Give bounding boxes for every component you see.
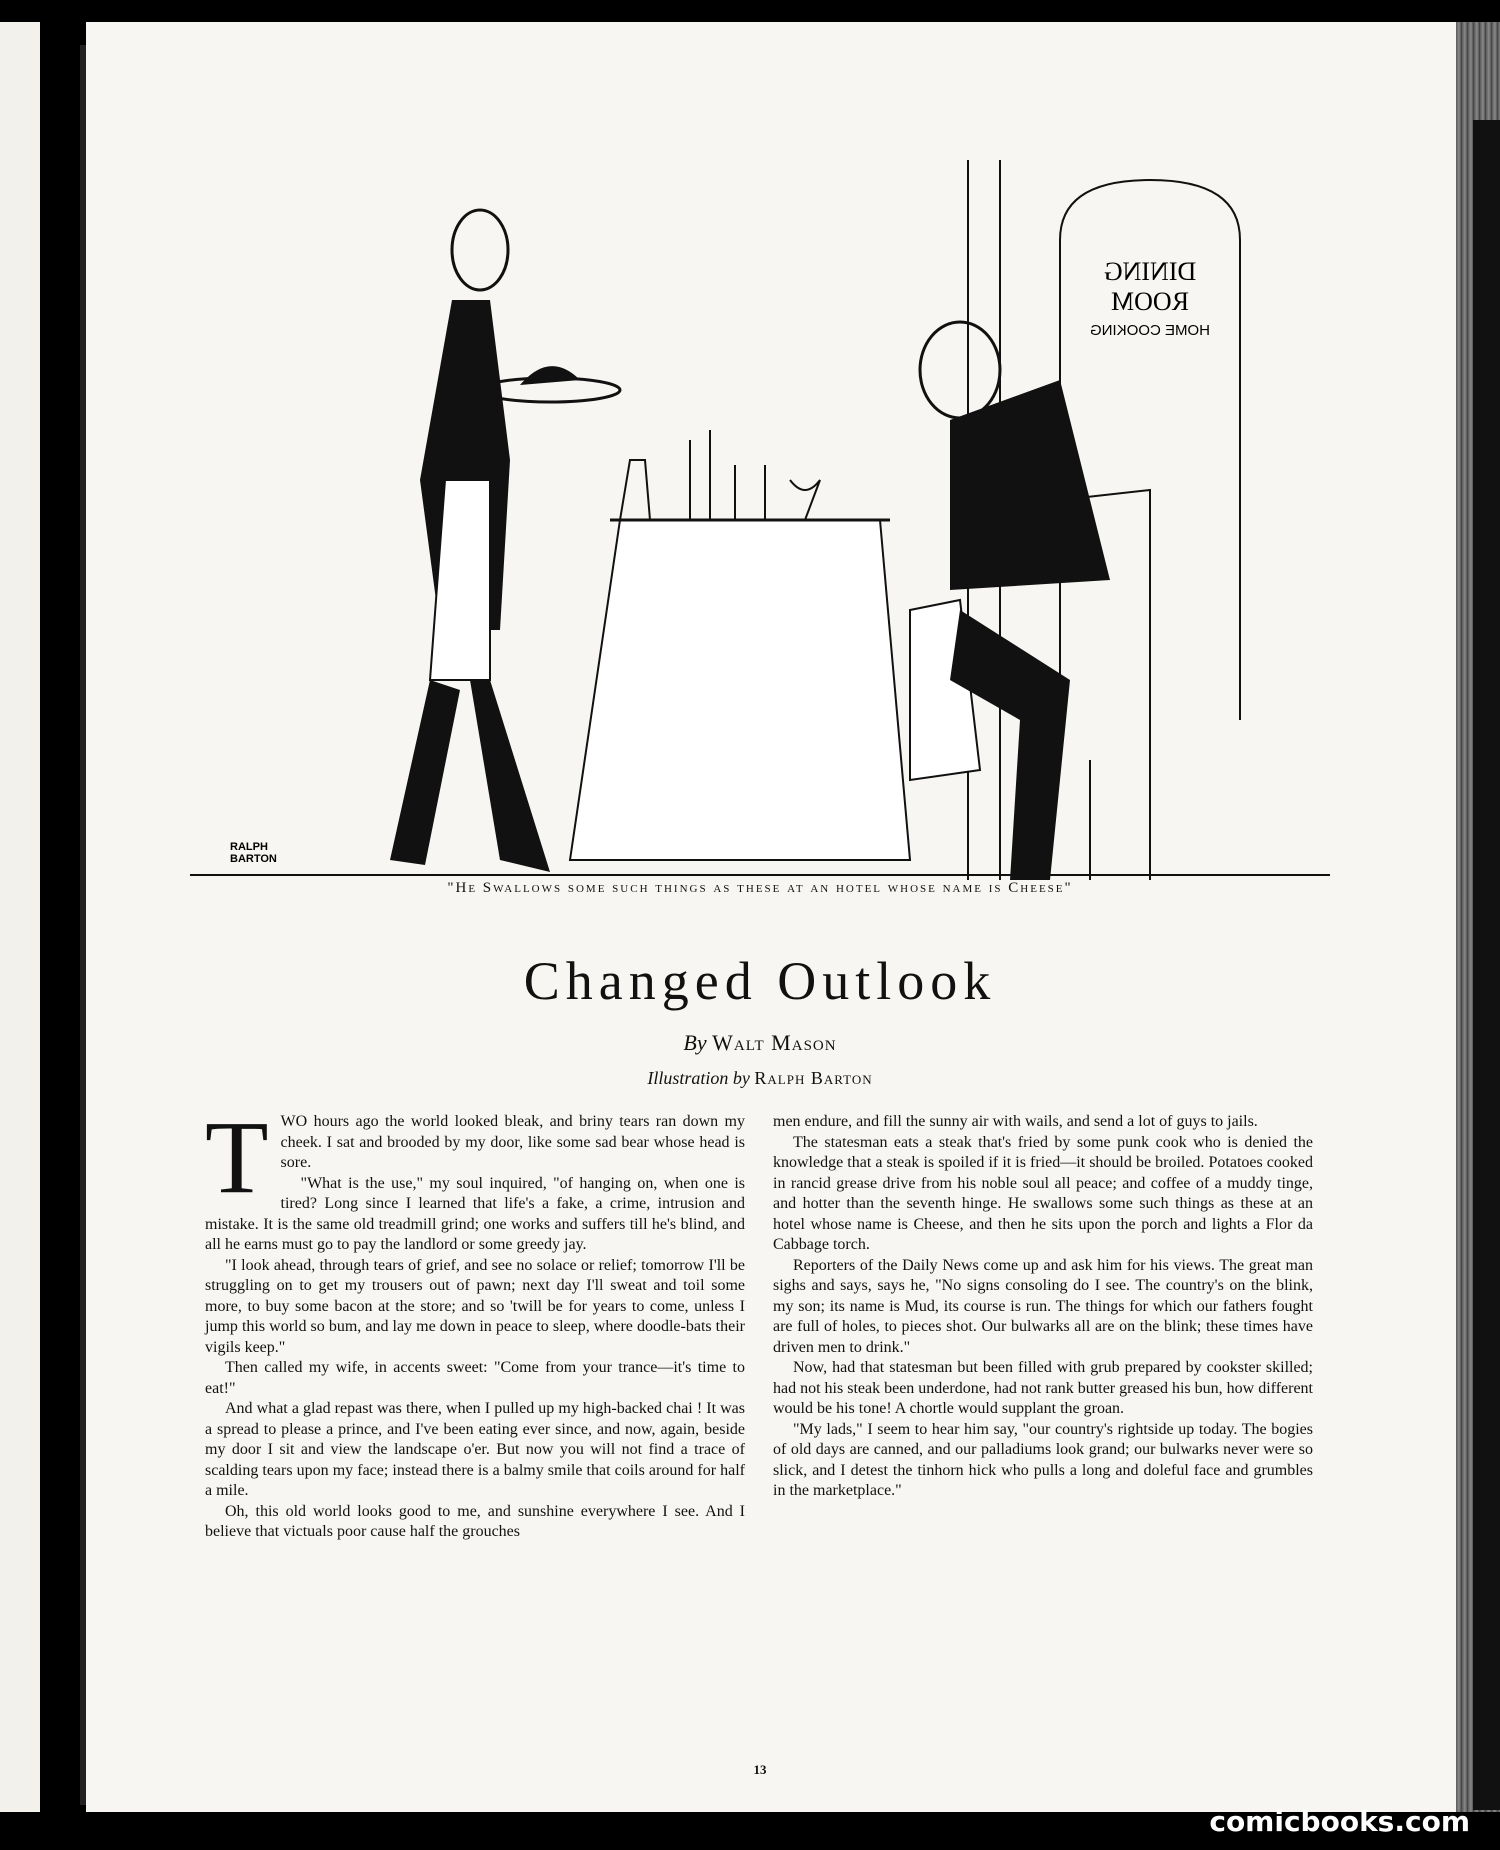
- paragraph-text: WO hours ago the world looked bleak, and briny tears ran down my cheek. I sat and brooded by my door, like some sad bear whose head is sore.: [280, 1113, 745, 1171]
- paragraph: The statesman eats a steak that's fried by some punk cook who is denied the knowledge that a steak is spoiled if it is fried—it should be broiled. Potatoes cooked in rancid grease drive from his noble soul all peace; and coffee of a muddy tinge, and hotter than the seventh hinge. He swallows some such things as these at an hotel whose name is Cheese, and then he sits upon the porch and lights a Flor da Cabbage torch.: [773, 1133, 1313, 1253]
- page-number: 13: [753, 1762, 767, 1777]
- illustration: [190, 160, 1330, 880]
- illustration-caption: "He Swallows some such things as these at an hotel whose name is Cheese": [447, 880, 1073, 896]
- drop-cap: T: [205, 1100, 269, 1215]
- watermark: comicbooks.com: [1209, 1805, 1470, 1838]
- diner-figure: [910, 322, 1150, 880]
- dining-table: [570, 430, 910, 860]
- sign-line-3: HOME COOKING: [1089, 322, 1211, 339]
- sign-line-2: ROOM: [1110, 287, 1190, 316]
- paragraph: men endure, and fill the sunny air with wails, and send a lot of guys to jails.: [773, 1113, 1258, 1130]
- author-name: Walt Mason: [712, 1030, 837, 1055]
- article-column-left: [205, 1100, 745, 1543]
- paragraph: Then called my wife, in accents sweet: "Come from your trance—it's time to eat!": [205, 1359, 745, 1397]
- paragraph: "I look ahead, through tears of grief, and see no solace or relief; tomorrow I'll be struggling on to get my trousers out of pawn; next day I'll sweat and toil some more, to buy some bacon at the store; and so 'twill be for years to come, unless I jump this world so bum, and lay me down in peace to sleep, where doodle-bats their vigils keep.": [205, 1256, 745, 1356]
- signature-line-1: RALPH: [230, 841, 268, 853]
- illustration-credit-prefix: Illustration by: [647, 1068, 750, 1088]
- sign-line-1: DINING: [1103, 257, 1197, 286]
- paragraph: Oh, this old world looks good to me, and sunshine everywhere I see. And I believe that victuals poor cause half the grouches: [205, 1502, 745, 1540]
- paragraph: And what a glad repast was there, when I pulled up my high-backed chai ! It was a spread to please a prince, and I've been eating ever since, and now, again, beside my door I sit and view the landscape o'er. But now you will not find a trace of scalding tears upon my face; instead there is a balmy smile that coils around for half a mile.: [205, 1400, 745, 1499]
- article-title: Changed Outlook: [523, 951, 997, 1011]
- paragraph: Now, had that statesman but been filled with grub prepared by cookster skilled; had not his steak been underdone, had not rank butter greased his bun, how different would be his tone! A chortle would supplant the groan.: [773, 1359, 1313, 1417]
- byline: [190, 1030, 1330, 1056]
- illustration-credit: [190, 1068, 1330, 1089]
- article-column-right: [773, 1112, 1313, 1502]
- scan-border: [1473, 120, 1500, 1810]
- paragraph: "What is the use," my soul inquired, "of hanging on, when one is tired? Long since I learned that life's a fake, a crime, intrusion and mistake. It is the same old treadmill grind; one works and suffers till he's blind, and all he earns must go to pay the landlord or some greedy jay.: [205, 1174, 745, 1253]
- byline-prefix: By: [683, 1030, 707, 1055]
- artist-name: Ralph Barton: [754, 1068, 873, 1088]
- paragraph: Reporters of the Daily News come up and ask him for his views. The great man sighs and says, says he, "No signs consoling do I see. The country's on the blink, my son; its name is Mud, its course is run. The things for which our fathers fought are full of holes, to pieces shot. Our bulwarks all are on the blink; these times have driven men to drink.": [773, 1256, 1313, 1356]
- left-page-margin: [0, 22, 40, 1812]
- paragraph: "My lads," I seem to hear him say, "our country's rightside up today. The bogies of old days are canned, and our palladiums look grand; our bulwarks never were so slick, and I detest the tinhorn hick who pulls a long and doleful face and grumbles in the marketplace.": [773, 1420, 1313, 1499]
- signature-line-2: BARTON: [230, 853, 277, 865]
